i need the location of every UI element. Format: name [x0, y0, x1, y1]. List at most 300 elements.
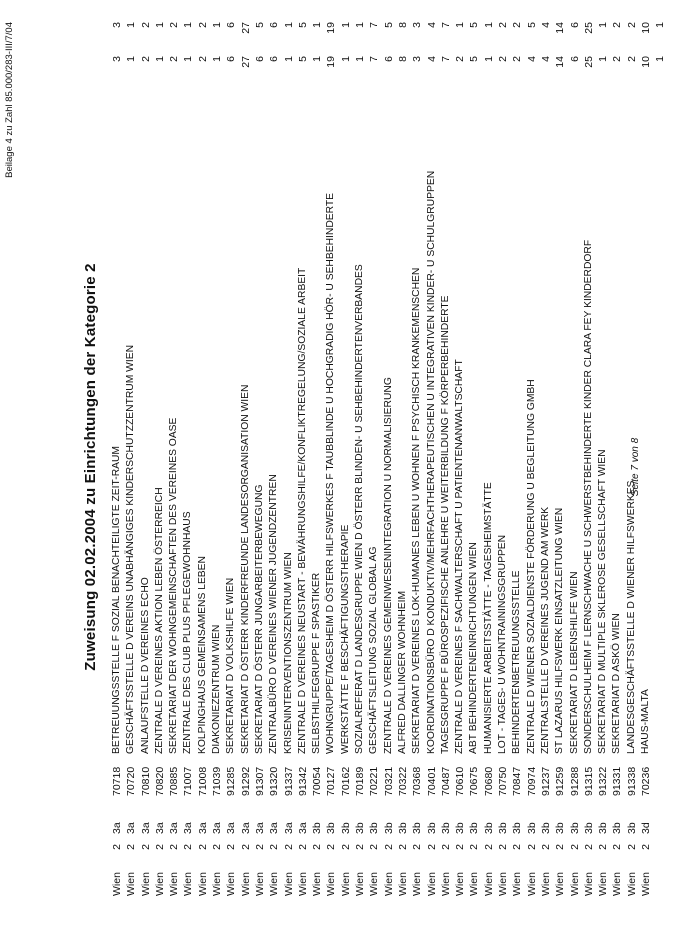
table-row [525, 16, 539, 896]
count-cell: 7 [368, 56, 381, 62]
location-cell: Wien [511, 872, 524, 896]
location-cell: Wien [582, 872, 595, 896]
district-cell: 2 [182, 844, 195, 850]
category-cell: 3b [525, 822, 538, 834]
facility-name-cell: SEKRETARIAT D ASKÖ WIEN [611, 613, 623, 754]
location-cell: Wien [611, 872, 624, 896]
count-cell: 3 [111, 56, 123, 62]
count-cell: 2 [497, 56, 510, 62]
count-assigned-cell: 1 [597, 22, 610, 28]
facility-name-cell: ALFRED DALLINGER WOHNHEIM [396, 590, 408, 754]
category-cell: 3b [454, 822, 467, 834]
count-cell: 25 [582, 56, 595, 68]
table-row [210, 16, 224, 896]
count-cell: 6 [382, 56, 395, 62]
location-cell: Wien [411, 872, 424, 896]
facility-name-cell: ZENTRALE D WIENER SOZIALDIENSTE FÖRDERUNG U BEGLEITUNG GMBH [525, 379, 537, 754]
facility-number-cell: 71039 [211, 766, 224, 796]
count-cell: 5 [296, 56, 309, 62]
facility-number-cell: 70322 [396, 766, 409, 796]
count-cell: 1 [339, 56, 352, 62]
location-cell: Wien [311, 872, 324, 896]
category-cell: 3a [125, 822, 138, 834]
location-cell: Wien [396, 872, 409, 896]
category-cell: 3b [554, 822, 567, 834]
count-cell: 14 [554, 56, 567, 68]
count-cell: 8 [396, 56, 409, 62]
category-cell: 3b [468, 822, 481, 834]
category-cell: 3b [511, 822, 524, 834]
category-cell: 3a [139, 822, 152, 834]
table-row [324, 16, 338, 896]
count-assigned-cell: 2 [625, 22, 638, 28]
count-assigned-cell: 4 [425, 22, 438, 28]
category-cell: 3b [354, 822, 367, 834]
table-row [224, 16, 238, 896]
count-assigned-cell: 1 [311, 22, 324, 28]
count-cell: 2 [625, 56, 638, 62]
facility-number-cell: 91307 [253, 766, 266, 796]
district-cell: 2 [168, 844, 181, 850]
count-assigned-cell: 2 [168, 22, 181, 28]
table-row [110, 16, 124, 896]
district-cell: 2 [554, 844, 567, 850]
count-assigned-cell: 1 [654, 22, 667, 28]
table-row [153, 16, 167, 896]
category-cell: 3b [411, 822, 424, 834]
table-row [353, 16, 367, 896]
location-cell: Wien [639, 872, 652, 896]
count-assigned-cell: 1 [282, 22, 295, 28]
count-assigned-cell: 2 [497, 22, 510, 28]
location-cell: Wien [554, 872, 567, 896]
facility-number-cell: 70368 [411, 766, 424, 796]
facility-number-cell: 70810 [139, 766, 152, 796]
count-assigned-cell: 1 [354, 22, 367, 28]
count-assigned-cell: 3 [111, 22, 123, 28]
table-row [568, 16, 582, 896]
facility-number-cell: 91285 [225, 766, 238, 796]
location-cell: Wien [354, 872, 367, 896]
count-cell: 6 [225, 56, 238, 62]
count-cell: 7 [439, 56, 452, 62]
count-cell: 2 [511, 56, 524, 62]
category-cell: 3a [153, 822, 166, 834]
location-cell: Wien [168, 872, 181, 896]
count-cell: 1 [597, 56, 610, 62]
category-cell: 3a [182, 822, 195, 834]
count-cell: 1 [354, 56, 367, 62]
location-cell: Wien [182, 872, 195, 896]
facility-name-cell: ZENTRALE D VEREINES F SACHWALTERSCHAFT U PATIENTENANWALTSCHAFT [454, 359, 466, 754]
beilage-reference: Beilage 4 zu Zahl 85.000/283-III/7/04 [4, 22, 15, 178]
facility-number-cell: 91342 [296, 766, 309, 796]
count-assigned-cell: 5 [382, 22, 395, 28]
location-cell: Wien [253, 872, 266, 896]
count-assigned-cell: 1 [125, 22, 138, 28]
district-cell: 2 [268, 844, 281, 850]
facility-name-cell: LOT - TAGES- U WOHNTRAININGSGRUPPEN [497, 534, 509, 754]
district-cell: 2 [239, 844, 252, 850]
table-row [653, 16, 667, 896]
count-assigned-cell: 5 [468, 22, 481, 28]
category-cell: 3b [425, 822, 438, 834]
table-row [396, 16, 410, 896]
table-row [339, 16, 353, 896]
facility-number-cell: 91338 [625, 766, 638, 796]
count-cell: 5 [468, 56, 481, 62]
facility-name-cell: ZENTRALBÜRO D VEREINES WIENER JUGENDZENTREN [268, 474, 280, 754]
category-cell: 3a [296, 822, 309, 834]
location-cell: Wien [382, 872, 395, 896]
district-cell: 2 [111, 844, 123, 850]
district-cell: 2 [354, 844, 367, 850]
facility-name-cell: LANDESGESCHÄFTSSTELLE D WIENER HILFSWERKES [625, 480, 637, 754]
district-cell: 2 [539, 844, 552, 850]
table-row [410, 16, 424, 896]
category-cell: 3d [639, 822, 652, 834]
count-cell: 10 [639, 56, 652, 68]
facility-name-cell: HAUS-MALTA [639, 689, 651, 754]
location-cell: Wien [239, 872, 252, 896]
facility-number-cell: 70127 [325, 766, 338, 796]
category-cell: 3a [211, 822, 224, 834]
count-cell: 2 [611, 56, 624, 62]
district-cell: 2 [411, 844, 424, 850]
count-cell: 6 [253, 56, 266, 62]
facility-number-cell: 70847 [511, 766, 524, 796]
count-assigned-cell: 19 [325, 22, 338, 34]
category-cell: 3b [568, 822, 581, 834]
table-row [610, 16, 624, 896]
count-cell: 6 [268, 56, 281, 62]
table-row [425, 16, 439, 896]
district-cell: 2 [311, 844, 324, 850]
district-cell: 2 [497, 844, 510, 850]
facility-name-cell: WERKSTÄTTE F BESCHÄFTIGUNGSTHERAPIE [339, 524, 351, 754]
category-cell: 3b [368, 822, 381, 834]
location-cell: Wien [439, 872, 452, 896]
facility-number-cell: 70680 [482, 766, 495, 796]
location-cell: Wien [482, 872, 495, 896]
district-cell: 2 [597, 844, 610, 850]
count-cell: 19 [325, 56, 338, 68]
facility-number-cell: 91320 [268, 766, 281, 796]
facility-number-cell: 91288 [568, 766, 581, 796]
facility-number-cell: 91331 [611, 766, 624, 796]
count-assigned-cell: 1 [454, 22, 467, 28]
count-assigned-cell: 7 [439, 22, 452, 28]
table-row [367, 16, 381, 896]
facility-name-cell: HUMANISIERTE ARBEITSSTÄTTE - TAGESHEIMSTÄTTE [482, 482, 494, 754]
facility-number-cell: 70401 [425, 766, 438, 796]
table-row [453, 16, 467, 896]
category-cell: 3b [325, 822, 338, 834]
facility-name-cell: SELBSTHILFEGRUPPE F SPASTIKER [311, 572, 323, 754]
count-assigned-cell: 6 [225, 22, 238, 28]
facility-number-cell: 91292 [239, 766, 252, 796]
facility-number-cell: 70675 [468, 766, 481, 796]
district-cell: 2 [611, 844, 624, 850]
count-cell: 1 [282, 56, 295, 62]
count-cell: 4 [539, 56, 552, 62]
facility-number-cell: 91315 [582, 766, 595, 796]
facility-name-cell: ABT BEHINDERTENEINRICHTUNGEN WIEN [468, 542, 480, 754]
count-assigned-cell: 25 [582, 22, 595, 34]
facility-number-cell: 70885 [168, 766, 181, 796]
count-assigned-cell: 1 [153, 22, 166, 28]
table-row [124, 16, 138, 896]
location-cell: Wien [468, 872, 481, 896]
facility-name-cell: SEKRETARIAT D VOLKSHILFE WIEN [225, 577, 237, 754]
facility-name-cell: ZENTRALE DES CLUB PLUS PFLEGEWOHNHAUS [182, 511, 194, 754]
count-assigned-cell: 5 [296, 22, 309, 28]
district-cell: 2 [525, 844, 538, 850]
count-cell: 4 [525, 56, 538, 62]
district-cell: 2 [368, 844, 381, 850]
location-cell: Wien [497, 872, 510, 896]
table-row [439, 16, 453, 896]
table-row [382, 16, 396, 896]
location-cell: Wien [153, 872, 166, 896]
table-row [139, 16, 153, 896]
category-cell: 3b [439, 822, 452, 834]
district-cell: 2 [568, 844, 581, 850]
district-cell: 2 [454, 844, 467, 850]
facility-name-cell: SEKRETARIAT D LEBENSHILFE WIEN [568, 571, 580, 754]
district-cell: 2 [425, 844, 438, 850]
table-row [267, 16, 281, 896]
location-cell: Wien [625, 872, 638, 896]
location-cell: Wien [268, 872, 281, 896]
table-row [467, 16, 481, 896]
facility-number-cell: 91322 [597, 766, 610, 796]
facility-number-cell: 91237 [539, 766, 552, 796]
facility-number-cell: 70750 [497, 766, 510, 796]
facility-name-cell: ZENTRALE D VEREINES GEMEINWESENINTEGRATION U NORMALISIERUNG [382, 377, 394, 754]
count-cell: 2 [168, 56, 181, 62]
category-cell: 3b [611, 822, 624, 834]
table-row [582, 16, 596, 896]
location-cell: Wien [282, 872, 295, 896]
facility-name-cell: GESCHÄFTSSTELLE D VEREINS UNABHÄNGIGES KINDERSCHUTZZENTRUM WIEN [125, 344, 137, 754]
table-row [239, 16, 253, 896]
location-cell: Wien [454, 872, 467, 896]
district-cell: 2 [196, 844, 209, 850]
district-cell: 2 [325, 844, 338, 850]
district-cell: 2 [211, 844, 224, 850]
facility-name-cell: SEKRETARIAT D ÖSTERR JUNGARBEITERBEWEGUNG [253, 484, 265, 754]
district-cell: 2 [139, 844, 152, 850]
district-cell: 2 [125, 844, 138, 850]
category-cell: 3a [196, 822, 209, 834]
facility-name-cell: KRISENINTERVENTIONSZENTRUM WIEN [282, 552, 294, 754]
district-cell: 2 [382, 844, 395, 850]
location-cell: Wien [125, 872, 138, 896]
count-cell: 1 [311, 56, 324, 62]
facility-number-cell: 70321 [382, 766, 395, 796]
facility-name-cell: ST LAZARUS HILFSWERK EINSATZLEITUNG WIEN [554, 507, 566, 754]
count-assigned-cell: 5 [253, 22, 266, 28]
allocation-table [110, 16, 668, 896]
table-row [167, 16, 181, 896]
facility-name-cell: ZENTRALE D VEREINES NEUSTART - BEWÄHRUNGSHILFE/KONFLIKTREGELUNG/SOZIALE ARBEIT [296, 267, 308, 754]
facility-number-cell: 70610 [454, 766, 467, 796]
district-cell: 2 [439, 844, 452, 850]
count-cell: 1 [125, 56, 138, 62]
location-cell: Wien [597, 872, 610, 896]
facility-name-cell: ZENTRALSTELLE D VEREINES JUGEND AM WERK [539, 506, 551, 754]
count-assigned-cell: 3 [411, 22, 424, 28]
facility-name-cell: KOORDINATIONSBÜRO D KONDUKTIV/MEHRFACHTHERAPEUTISCHEN U INTEGRATIVEN KINDER- U SCHULGRUPPEN [425, 170, 437, 754]
count-assigned-cell: 27 [239, 22, 252, 34]
count-cell: 2 [139, 56, 152, 62]
location-cell: Wien [568, 872, 581, 896]
category-cell: 3a [168, 822, 181, 834]
table-row [596, 16, 610, 896]
facility-name-cell: SEKRETARIAT D MULTIPLE SKLEROSE GESELLSCHAFT WIEN [597, 449, 609, 754]
count-assigned-cell: 1 [182, 22, 195, 28]
district-cell: 2 [296, 844, 309, 850]
location-cell: Wien [196, 872, 209, 896]
facility-number-cell: 70221 [368, 766, 381, 796]
location-cell: Wien [339, 872, 352, 896]
category-cell: 3a [253, 822, 266, 834]
count-assigned-cell: 7 [368, 22, 381, 28]
page-number: Seite 7 von 8 [630, 437, 641, 497]
facility-name-cell: ANLAUFSTELLE D VEREINES ECHO [139, 577, 151, 754]
facility-name-cell: GESCHÄFTSLEITUNG SOZIAL GLOBAL AG [368, 546, 380, 754]
table-row [310, 16, 324, 896]
district-cell: 2 [511, 844, 524, 850]
facility-name-cell: SEKRETARIAT DER WOHNGEMEINSCHAFTEN DES VEREINES OASE [168, 417, 180, 754]
count-assigned-cell: 2 [196, 22, 209, 28]
facility-name-cell: KOLPINGHAUS GEMEINSAMENS LEBEN [196, 556, 208, 754]
district-cell: 2 [253, 844, 266, 850]
category-cell: 3b [582, 822, 595, 834]
facility-number-cell: 91337 [282, 766, 295, 796]
location-cell: Wien [368, 872, 381, 896]
facility-number-cell: 71007 [182, 766, 195, 796]
count-assigned-cell: 10 [639, 22, 652, 34]
district-cell: 2 [225, 844, 238, 850]
table-row [496, 16, 510, 896]
location-cell: Wien [111, 872, 123, 896]
count-assigned-cell: 6 [268, 22, 281, 28]
count-cell: 1 [482, 56, 495, 62]
count-assigned-cell: 2 [611, 22, 624, 28]
table-row [639, 16, 653, 896]
count-cell: 2 [196, 56, 209, 62]
facility-number-cell: 70487 [439, 766, 452, 796]
facility-name-cell: SEKRETARIAT D ÖSTERR KINDERFREUNDE LANDESORGANISATION WIEN [239, 384, 251, 754]
facility-number-cell: 70974 [525, 766, 538, 796]
count-cell: 1 [654, 56, 667, 62]
location-cell: Wien [539, 872, 552, 896]
district-cell: 2 [582, 844, 595, 850]
table-row [196, 16, 210, 896]
count-cell: 27 [239, 56, 252, 68]
category-cell: 3a [268, 822, 281, 834]
location-cell: Wien [225, 872, 238, 896]
category-cell: 3b [311, 822, 324, 834]
facility-name-cell: SEKRETARIAT D VEREINES LOK-HUMANES LEBEN U WOHNEN F PSYCHISCH KRANKEMENSCHEN [411, 267, 423, 754]
facility-name-cell: WOHNGRUPPE/TAGESHEIM D ÖSTERR HILFSWERKES F TAUBBLINDE U HOCHGRADIG HÖR- U SEHBEHINDERTE [325, 192, 337, 754]
facility-number-cell: 70054 [311, 766, 324, 796]
count-cell: 1 [153, 56, 166, 62]
count-assigned-cell: 6 [568, 22, 581, 28]
facility-name-cell: DIAKONIEZENTRUM WIEN [211, 624, 223, 754]
category-cell: 3b [597, 822, 610, 834]
facility-number-cell: 70720 [125, 766, 138, 796]
category-cell: 3b [539, 822, 552, 834]
count-assigned-cell: 2 [139, 22, 152, 28]
location-cell: Wien [425, 872, 438, 896]
count-assigned-cell: 14 [554, 22, 567, 34]
facility-name-cell: ZENTRALE D VEREINES AKTION LEBEN ÖSTERREICH [153, 487, 165, 754]
location-cell: Wien [325, 872, 338, 896]
count-cell: 2 [454, 56, 467, 62]
facility-number-cell: 70820 [153, 766, 166, 796]
table-row [253, 16, 267, 896]
count-assigned-cell: 1 [339, 22, 352, 28]
district-cell: 2 [625, 844, 638, 850]
count-assigned-cell: 5 [525, 22, 538, 28]
category-cell: 3b [497, 822, 510, 834]
facility-number-cell: 70718 [111, 766, 123, 796]
facility-name-cell: SONDERSCHULHEIM F LERNSCHWACHE U SCHWERSTBEHINDERTE KINDER CLARA FEY KINDERDORF [582, 239, 594, 754]
category-cell: 3b [382, 822, 395, 834]
page-title: Zuweisung 02.02.2004 zu Einrichtungen der Kategorie 2 [82, 263, 99, 671]
location-cell: Wien [211, 872, 224, 896]
facility-name-cell: BEHINDERTENBETREUUNGSSTELLE [511, 570, 523, 754]
district-cell: 2 [468, 844, 481, 850]
location-cell: Wien [139, 872, 152, 896]
count-cell: 4 [425, 56, 438, 62]
count-cell: 1 [182, 56, 195, 62]
category-cell: 3a [225, 822, 238, 834]
district-cell: 2 [396, 844, 409, 850]
table-row [296, 16, 310, 896]
category-cell: 3a [111, 822, 123, 834]
district-cell: 2 [482, 844, 495, 850]
table-row [181, 16, 195, 896]
facility-number-cell: 70189 [354, 766, 367, 796]
category-cell: 3a [282, 822, 295, 834]
count-cell: 3 [411, 56, 424, 62]
count-assigned-cell: 2 [511, 22, 524, 28]
table-row [482, 16, 496, 896]
location-cell: Wien [525, 872, 538, 896]
category-cell: 3b [482, 822, 495, 834]
count-cell: 6 [568, 56, 581, 62]
category-cell: 3b [396, 822, 409, 834]
category-cell: 3b [339, 822, 352, 834]
facility-name-cell: BETREUUNGSSTELLE F SOZIAL BENACHTEILIGTE ZEIT-RAUM [111, 445, 122, 754]
facility-number-cell: 70236 [639, 766, 652, 796]
count-assigned-cell: 1 [482, 22, 495, 28]
facility-number-cell: 71008 [196, 766, 209, 796]
count-assigned-cell: 1 [211, 22, 224, 28]
category-cell: 3b [625, 822, 638, 834]
table-row [510, 16, 524, 896]
facility-name-cell: SOZIALREFERAT D LANDESGRUPPE WIEN D ÖSTERR BLINDEN- U SEHBEHINDERTENVERBANDES [354, 264, 366, 754]
district-cell: 2 [639, 844, 652, 850]
district-cell: 2 [153, 844, 166, 850]
facility-number-cell: 91259 [554, 766, 567, 796]
table-row [282, 16, 296, 896]
count-cell: 1 [211, 56, 224, 62]
